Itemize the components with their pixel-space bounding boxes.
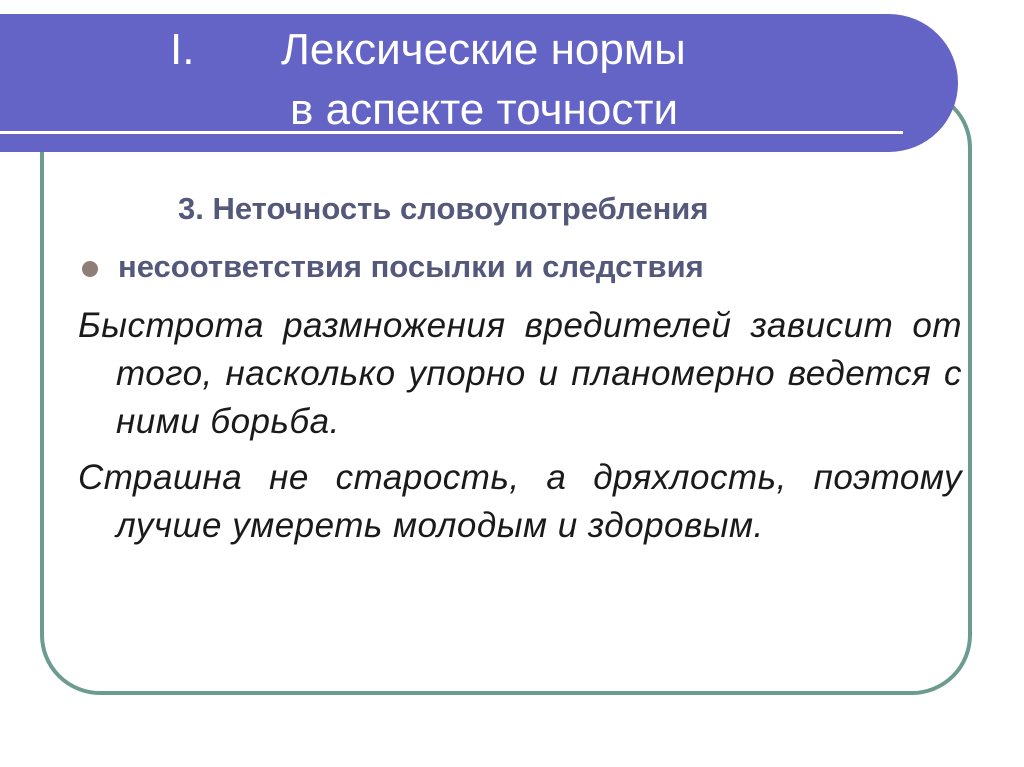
bullet-text: несоответствия посылки и следствия: [118, 249, 704, 284]
title-line-1: Лексические нормы: [281, 25, 686, 74]
subtitle: 3. Неточность словоупотребления: [178, 191, 709, 226]
title-number: I.: [170, 25, 195, 74]
title-line-2: в аспекте точности: [290, 85, 679, 134]
example-paragraph-1: Быстрота размножения вредителей зависит от того, насколько упорно и планомерно ведется с ними борьба.: [78, 306, 962, 441]
bullet-dot-icon: [82, 261, 98, 277]
example-paragraph-2: Страшна не старость, а дряхлость, поэтому лучше умереть молодым и здоровым.: [78, 458, 962, 545]
